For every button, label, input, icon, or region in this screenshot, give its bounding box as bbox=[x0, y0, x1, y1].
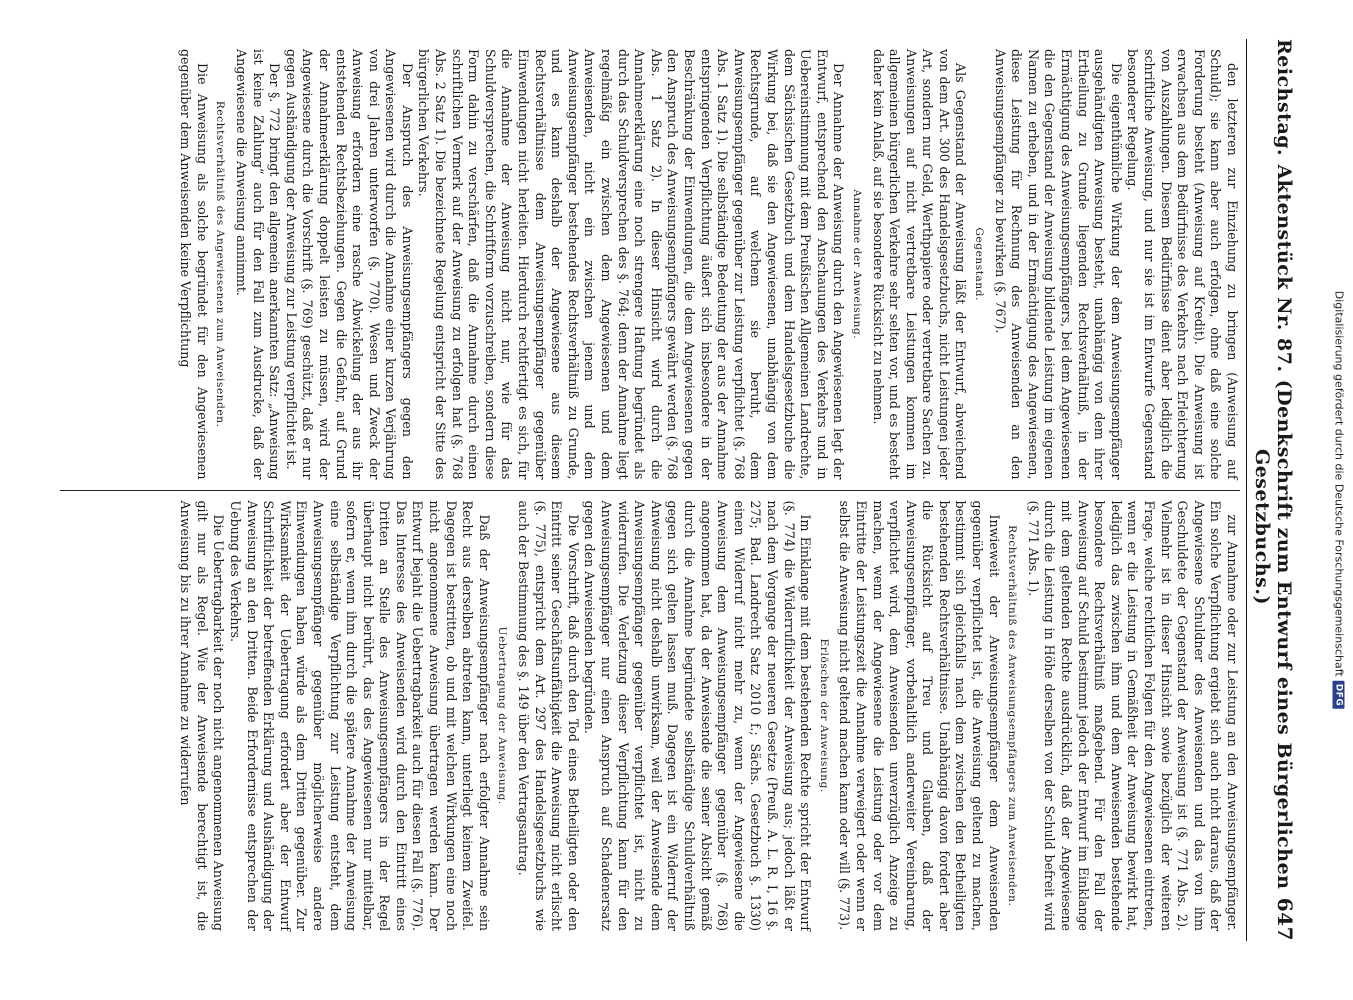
paragraph: Daß der Anweisungsempfänger nach erfolgter Annahme sein Recht aus derselben abtreten kann, unterliegt keinem Zweifel. Dagegen ist bestritten, ob und mit welchen Wirkungen eine noch nicht angenommene Anweisung übertragen werden kann. Der Entwurf bejaht die Uebertragbarkeit auch für diesen Fall (§. 776). Das Interesse des Anweisenden wird durch den Eintritt eines Dritten an Stelle des Anweisungsempfängers in der Regel überhaupt nicht berührt, das des Angewiesenen nur mittelbar, sofern er, wenn ihm durch die spätere Annahme der Anweisung eine selbständige Verpflichtung zur Leistung entsteht, dem Anweisungsempfänger gegenüber möglicherweise andere Einwendungen haben würde als dem Dritten gegenüber. Zur Wirksamkeit der Uebertragung erfordert aber der Entwurf Schriftlichkeit der betreffenden Erklärung und Aushändigung der Anweisung an den Dritten. Beide Erfordernisse entsprechen der Uebung des Verkehrs. bbox=[227, 500, 492, 931]
section-heading: Gegenstand. bbox=[973, 227, 986, 302]
paragraph: Der §. 772 bringt den allgemein anerkannten Satz: „Anweisung ist keine Zahlung“ auch für den Fall zum Ausdrucke, daß der Angewiesene die Anweisung annimmt. bbox=[233, 49, 283, 480]
paragraph: Der Annahme der Anweisung durch den Angewiesenen legt der Entwurf, entsprechend den Anschauungen des Verkehrs und in Uebereinstimmung mit dem Preußischen Allgemeinen Landrechte, dem Sächsischen Gesetzbuch und dem Handelsgesetzbuche die Wirkung bei, daß sie den Angewiesenen, unabhängig von dem Rechtsgrunde, auf welchem sie beruht, dem Anweisungsempfänger gegenüber zur Leistung verpflichtet (§. 768 Abs. 1 Satz 1). Die selbständige Bedeutung der aus der Annahme entspringenden Verpflichtung äußert sich insbesondere in der Beschränkung der Einwendungen, die dem Angewiesenen gegen den Anspruch des Anweisungsempfängers gewährt werden (§. 768 Abs. 1 Satz 2). In dieser Hinsicht wird durch die Annahmeerklärung eine noch strengere Haftung begründet als durch das Schuldversprechen des §. 764; denn der Annahme liegt regelmäßig ein zwischen dem Angewiesenen und dem Anweisenden, nicht ein zwischen jenem und dem Anweisungsempfänger bestehendes Rechtsverhältniß zu Grunde, und es kann deshalb der Angewiesene aus diesem Rechtsverhältnisse dem Anweisungsempfänger gegenüber Einwendungen nicht herleiten. Hierdurch rechtfertigt es sich, für die Annahme der Anweisung nicht nur, wie für das Schuldversprechen, die Schriftform vorzuschreiben, sondern diese Form dahin zu verschärfen, daß die Annahme durch einen schriftlichen Vermerk auf der Anweisung zu erfolgen hat (§. 768 Abs. 2 Satz 1). Die bezeichnete Regelung entspricht der Sitte des bürgerlichen Verkehrs. bbox=[416, 49, 847, 480]
paragraph: Der Anspruch des Anweisungsempfängers gegen den Angewiesenen wird durch die Annahme einer kurzen Verjährung von drei Jahren unterworfen (§. 770). Wesen und Zweck der Anweisung erfordern eine rasche Abwickelung der aus ihr entstehenden Rechtsbeziehungen. Gegen die Gefahr, auf Grund der Annahmeerklärung doppelt leisten zu müssen, wird der Angewiesene durch die Vorschrift (§. 769) geschützt, daß er nur gegen Aushändigung der Anweisung zur Leistung verpflichtet ist. bbox=[283, 49, 415, 480]
page-number: 647 bbox=[1273, 897, 1297, 941]
column-right bbox=[60, 490, 1240, 942]
paragraph: Als Gegenstand der Anweisung läßt der Entwurf, abweichend von dem Art. 300 des Handelsgesetzbuchs, nicht Leistungen jeder Art, sondern nur Geld, Werthpapiere oder vertretbare Sachen zu. Anweisungen auf nicht vertretbare Leistungen kommen im allgemeinen bürgerlichen Verkehre sehr selten vor, und es besteht daher kein Anlaß, auf sie besondere Rücksicht zu nehmen. bbox=[870, 49, 969, 480]
section-heading: Annahme der Anweisung. bbox=[850, 189, 863, 340]
dfg-logo: DFG bbox=[1333, 681, 1345, 710]
section-heading: Rechtsverhältniß des Anweisungsempfängers zum Anweisenden. bbox=[1006, 525, 1019, 907]
document-page bbox=[65, 25, 1305, 955]
section-heading: Rechtsverhältniß des Angewiesenen zum Anweisenden. bbox=[214, 100, 227, 428]
paragraph: Inwieweit der Anweisungsempfänger dem Anweisenden gegenüber verpflichtet ist, die Anweisung geltend zu machen, bestimmt sich gleichfalls nach dem zwischen den Betheiligten bestehenden Rechtsverhältnisse. Unabhängig davon fordert aber die Rücksicht auf Treu und Glauben, daß der Anweisungsempfänger, vorbehaltlich anderweiter Vereinbarung, verpflichtet wird, dem Anweisenden unverzüglich Anzeige zu machen, wenn der Angewiesene die Leistung oder vor dem Eintritte der Leistungszeit die Annahme verweigert oder wenn er selbst die Anweisung nicht geltend machen kann oder will (§. 773). bbox=[837, 500, 1002, 931]
text-columns bbox=[60, 39, 1240, 941]
credit-text: Digitalisierung gefördert durch die Deutsche Forschungsgemeinschaft bbox=[1332, 290, 1346, 677]
page-header bbox=[1246, 39, 1297, 941]
paragraph: Im Einklange mit dem bestehenden Rechte spricht der Entwurf (§. 774) die Widerruflichkeit der Anweisung aus; jedoch läßt er nach dem Vorgange der neueren Gesetze (Preuß. A. L. R. I, 16 §. 275; Bad. Landrecht Satz 2010 f.; Sächs. Gesetzbuch §. 1330) einen Widerruf nicht mehr zu, wenn der Angewiesene die Anweisung dem Anweisungsempfänger gegenüber (§. 768) angenommen hat, da der Anweisende die seiner Absicht gemäß durch die Annahme begründete selbständige Schuldverhältniß gegen sich gelten lassen muß. Dagegen ist ein Widerruf der Anweisung nicht deshalb unwirksam, weil der Anweisende dem Anweisungsempfänger gegenüber verpflichtet ist, nicht zu widerrufen. Die Verletzung dieser Verpflichtung kann für den Anweisungsempfänger nur einen Anspruch auf Schadenersatz gegen den Anweisenden begründen. bbox=[582, 500, 814, 931]
digitization-credit bbox=[1329, 8, 1349, 992]
header-left: Reichstag. bbox=[1273, 39, 1295, 157]
section-heading: Uebertragung der Anweisung. bbox=[496, 626, 509, 805]
paragraph: Die eigenthümliche Wirkung der dem Anweisungsempfänger ausgehändigten Anweisung besteht, unabhängig von dem ihrer Ertheilung zu Grunde liegenden Rechtsverhältniß, in der Ermächtigung des Anweisungsempfängers, bei dem Angewiesenen die den Gegenstand der Anweisung bildende Leistung im eigenen Namen zu erheben, und in der Ermächtigung des Angewiesenen, diese Leistung für Rechnung des Anweisenden an den Anweisungsempfänger zu bewirken (§. 767). bbox=[992, 49, 1124, 480]
paragraph: Die Vorschrift, daß durch den Tod eines Betheiligten oder den Eintritt seiner Geschäftsunfähigkeit die Anweisung nicht erlischt (§. 775), entspricht dem Art. 297 des Handelsgesetzbuchs wie auch der Bestimmung des §. 149 über den Vertragsantrag. bbox=[516, 500, 581, 931]
column-left bbox=[60, 39, 1240, 490]
header-title: Aktenstück Nr. 87. (Denkschrift zum Entwurf eines Bürgerlichen Gesetzbuchs.) bbox=[1251, 164, 1295, 890]
paragraph: zur Annahme oder zur Leistung an den Anweisungsempfänger. Ein solche Verpflichtung ergiebt sich auch nicht daraus, daß der Angewiesene Schuldner des Anweisenden und das von ihm Geschuldete der Gegenstand der Anweisung ist (§. 771 Abs. 2). Vielmehr ist in dieser Hinsicht sowie bezüglich der weiteren Frage, welche rechtlichen Folgen für den Angewiesenen eintreten, wenn er die Leistung in Gemäßheit der Anweisung bewirkt hat, lediglich das zwischen ihm und dem Anweisenden bestehende besondere Rechtsverhältniß maßgebend. Für den Fall der Anweisung auf Schuld bestimmt jedoch der Entwurf im Einklange mit dem geltenden Rechte ausdrücklich, daß der Angewiesene durch die Leistung in Höhe derselben von der Schuld befreit wird (§. 771 Abs. 1). bbox=[1025, 500, 1240, 931]
paragraph: den letzteren zur Einziehung zu bringen (Anweisung auf Schuld); sie kann aber auch erfolgen, ohne daß eine solche Forderung besteht (Anweisung auf Kredit). Die Anweisung ist erwachsen aus dem Bedürfnisse des Verkehrs nach Erleichterung von Auszahlungen. Diesem Bedürfnisse dient aber lediglich die schriftliche Anweisung, und nur sie ist im Entwurfe Gegenstand besonderer Regelung. bbox=[1125, 49, 1240, 480]
scanned-page-area bbox=[20, 10, 1320, 990]
section-heading: Erlöschen der Anweisung. bbox=[817, 638, 830, 793]
paragraph: Die Anweisung als solche begründet für den Angewiesenen gegenüber dem Anweisenden keine Verpflichtung bbox=[178, 49, 210, 480]
paragraph: Die Uebertragbarkeit der noch nicht angenommenen Anweisung gilt nur als Regel. Wie der Anweisende berechtigt ist, die Anweisung bis zu ihrer Annahme zu widerrufen bbox=[178, 500, 227, 931]
